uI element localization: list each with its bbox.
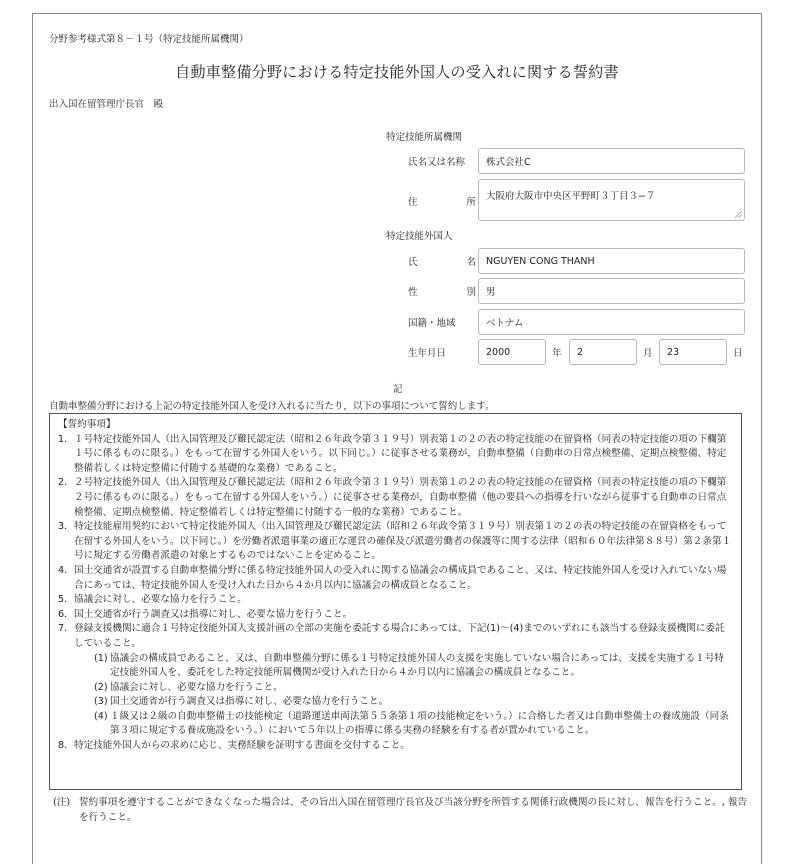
nationality-value: ベトナム xyxy=(486,318,524,329)
document-title: 自動車整備分野における特定技能外国人の受入れに関する誓約書 xyxy=(175,63,619,81)
pledge-sub-item xyxy=(58,695,733,710)
org-address-value: 大阪府大阪市中央区平野町３丁目３−７ xyxy=(486,191,656,202)
pledge-sub-item xyxy=(58,652,733,681)
pledge-item xyxy=(58,622,733,651)
item-text: 国土交通省が行う調査又は指導に対し、必要な協力を行うこと。 xyxy=(74,608,353,620)
resize-grip-icon[interactable] xyxy=(735,211,742,218)
birth-day-field[interactable] xyxy=(659,339,727,365)
org-name-label-text: 氏名又は名称 xyxy=(408,157,466,168)
worker-sex-label-b: 別 xyxy=(466,287,476,298)
sub-item-text: １級又は２級の自動車整備士の技能検定（道路運送車両法第５５条第１項の技能検定をいう。）に合格した者又は自動車整備士の養成施設（同条第３項に規定する養成施設をいう。）において５年以上の指導に係る実務の経験を有する者が置かれていること。 xyxy=(110,710,729,737)
worker-sex-label xyxy=(408,284,476,298)
nationality-field[interactable] xyxy=(478,309,745,335)
org-name-field[interactable] xyxy=(478,148,745,174)
year-unit: 年 xyxy=(552,348,562,359)
item-text: 特定技能外国人からの求めに応じ、実務経験を証明する書面を交付すること。 xyxy=(74,740,410,752)
pledge-item xyxy=(58,564,733,593)
footnote xyxy=(53,796,753,825)
pledge-intro: 自動車整備分野における上記の特定技能外国人を受け入れるに当たり，以下の事項について誓約します。 xyxy=(49,401,495,412)
item-text: ２号特定技能外国人（出入国管理及び難民認定法（昭和２６年政令第３１９号）別表第１の２の表の特定技能の在留資格（同表の特定技能の項の下欄第２号に係るものに限る。）をもって在留する外国人をいう。）に従事させる業務が，自動車整備（他の要員への指導を行いながら従事する自動車の日常点検整備、定期点検整備、特定整備若しくは特定整備に付随する一般的な業務）であること。 xyxy=(74,477,727,518)
org-address-label-a: 住 xyxy=(408,197,418,208)
worker-name-field[interactable] xyxy=(478,248,745,274)
nationality-label-text: 国籍・地域 xyxy=(408,318,456,329)
org-name-label xyxy=(408,154,476,168)
pledge-item xyxy=(58,739,733,754)
pledge-sub-item xyxy=(58,710,733,739)
item-number: 2. xyxy=(58,477,68,489)
item-number: 5. xyxy=(58,594,68,606)
worker-sex-label-a: 性 xyxy=(408,287,418,298)
pledge-items-box xyxy=(49,413,742,790)
sub-item-number: (1) xyxy=(94,652,108,664)
pledge-item xyxy=(58,520,733,564)
org-address-field[interactable] xyxy=(478,179,745,221)
sub-item-number: (3) xyxy=(94,696,108,708)
addressee: 出入国在留管理庁長官 殿 xyxy=(49,99,164,110)
item-text: 国土交通省が設置する自動車整備分野に係る特定技能外国人の受入れに関する協議会の構成員であること、又は、特定技能外国人を受け入れていない場合にあっては、特定技能外国人を受け入れた日から４か月以内に協議会の構成員となること。 xyxy=(74,564,727,591)
worker-section-label: 特定技能外国人 xyxy=(386,231,453,242)
worker-name-label-b: 名 xyxy=(466,257,476,268)
worker-name-label xyxy=(408,254,476,268)
worker-sex-field[interactable] xyxy=(478,278,745,304)
item-number: 7. xyxy=(58,623,68,635)
item-number: 8. xyxy=(58,740,68,752)
pledge-document xyxy=(32,13,762,864)
item-text: １号特定技能外国人（出入国管理及び難民認定法（昭和２６年政令第３１９号）別表第１の２の表の特定技能の在留資格（同表の特定技能の項の下欄第１号に係るものに限る。）をもって在留する外国人をいう。以下同じ。）に従事させる業務が，自動車整備（自動車の日常点検整備、定期点検整備、特定整備若しくは特定整備に付随する基礎的な業務）であること。 xyxy=(74,433,727,474)
item-number: 6. xyxy=(58,608,68,620)
birth-year-value: 2000 xyxy=(486,346,511,358)
sub-item-text: 国土交通省が行う調査又は指導に対し、必要な協力を行うこと。 xyxy=(110,696,389,708)
pledge-item xyxy=(58,593,733,608)
birthdate-label-text: 生年月日 xyxy=(408,348,447,359)
worker-sex-value: 男 xyxy=(486,287,496,298)
org-address-label xyxy=(408,194,476,208)
birth-month-field[interactable] xyxy=(569,339,637,365)
note-label: (注) xyxy=(53,797,71,808)
pledge-item xyxy=(58,608,733,623)
note-text: 誓約事項を遵守することができなくなった場合は、その旨出入国在留管理庁長官及び当該分野を所管する関係行政機関の長に対し、報告を行うこと。, 報告を行うこと。 xyxy=(79,797,748,823)
item-text: 協議会に対し、必要な協力を行うこと。 xyxy=(74,594,247,606)
sub-item-text: 協議会に対し、必要な協力を行うこと。 xyxy=(110,681,283,693)
birth-month-value: 2 xyxy=(577,346,584,358)
pledge-sub-item xyxy=(58,681,733,696)
item-number: 3. xyxy=(58,521,68,533)
month-unit: 月 xyxy=(643,348,653,359)
birth-year-field[interactable] xyxy=(478,339,546,365)
worker-name-label-a: 氏 xyxy=(408,257,418,268)
pledge-box-title: 【誓約事項】 xyxy=(58,419,116,430)
ki-heading: 記 xyxy=(393,384,403,395)
pledge-item xyxy=(58,433,733,477)
pledge-item xyxy=(58,476,733,520)
day-unit: 日 xyxy=(733,348,743,359)
nationality-label xyxy=(408,315,476,329)
org-address-label-b: 所 xyxy=(466,197,476,208)
org-name-value: 株式会社C xyxy=(486,157,531,168)
sub-item-text: 協議会の構成員であること、又は、自動車整備分野に係る１号特定技能外国人の支援を実施していない場合にあっては、支援を実施する１号特定技能外国人を、委託をした特定技能所属機関が受け入れた日から４か月以内に協議会の構成員となること。 xyxy=(110,652,724,679)
item-number: 4. xyxy=(58,564,68,576)
birthdate-label xyxy=(408,345,476,359)
form-code: 分野参考様式第８－１号（特定技能所属機関） xyxy=(49,34,249,45)
worker-name-value: NGUYEN CONG THANH xyxy=(486,255,595,267)
sub-item-number: (4) xyxy=(94,710,108,722)
item-number: 1. xyxy=(58,433,68,445)
item-text: 登録支援機関に適合１号特定技能外国人支援計画の全部の実施を委託する場合にあっては、下記(1)〜(4)までのいずれにも該当する登録支援機関に委託していること。 xyxy=(74,623,725,649)
birth-day-value: 23 xyxy=(667,346,680,358)
item-text: 特定技能雇用契約において特定技能外国人（出入国管理及び難民認定法（昭和２６年政令第３１９号）別表第１の２の表の特定技能の在留資格をもって在留する外国人をいう。以下同じ。）を労働者派遣事業の適正な運営の確保及び派遣労働者の保護等に関する法律（昭和６０年法律第８８号）第２条第１号に規定する労働者派遣の対象とするものではないことを定めること。 xyxy=(74,521,732,562)
sub-item-number: (2) xyxy=(94,681,108,693)
organization-section-label: 特定技能所属機関 xyxy=(386,132,463,143)
